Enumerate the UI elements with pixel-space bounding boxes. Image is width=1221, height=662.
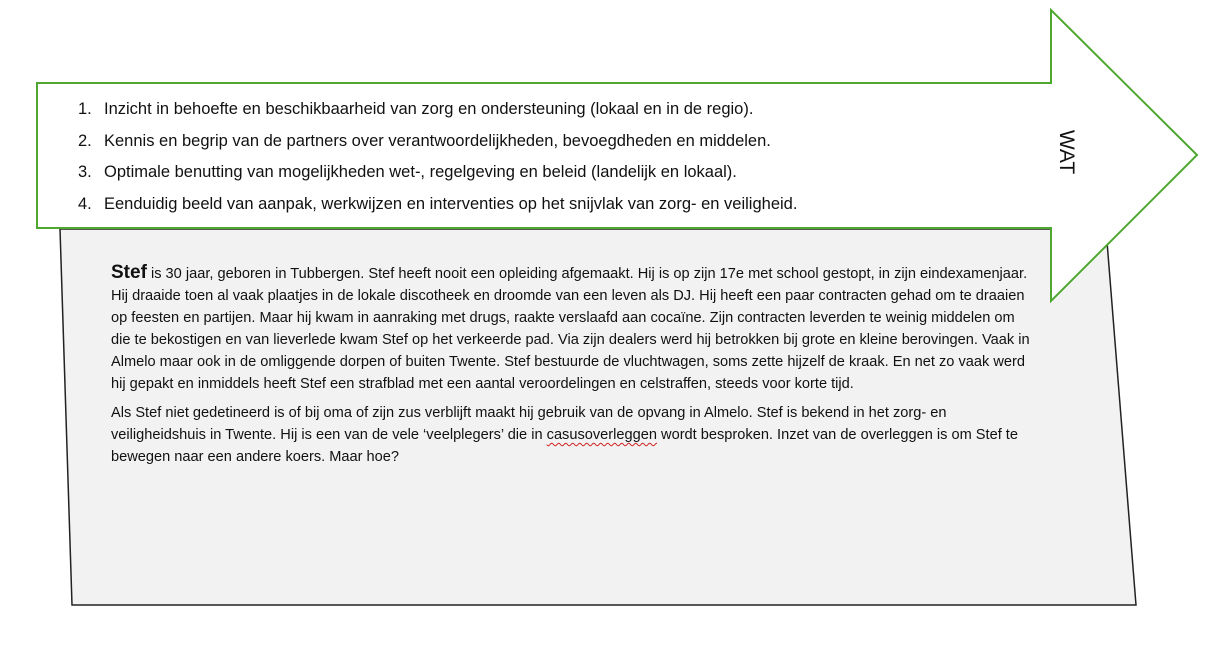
spellcheck-flagged-word: casusoverleggen: [546, 427, 657, 443]
arrow-label-wat: WAT: [1055, 129, 1078, 175]
story-text: [111, 262, 1031, 475]
goal-text: Eenduidig beeld van aanpak, werkwijzen en interventies op het snijvlak van zorg- en veiligheid.: [104, 194, 798, 213]
goal-number: 3.: [78, 163, 92, 181]
story-paragraph-2-text-a: Als Stef niet gedetineerd is of bij oma of zijn zus verblijft maakt hij gebruik van de opvang in Almelo. Stef is bekend in het zorg- en veiligheidshuis in Twente. Hij is een van de vele ‘veelplegers’ die in: [111, 405, 947, 443]
goal-item-2: [78, 126, 1038, 158]
goal-number: 4.: [78, 194, 92, 213]
goal-item-3: [78, 157, 1038, 189]
story-name: Stef: [111, 262, 147, 283]
goal-text: Optimale benutting van mogelijkheden wet-, regelgeving en beleid (landelijk en lokaal).: [104, 163, 737, 181]
story-paragraph-1: [111, 262, 1031, 395]
goal-number: 2.: [78, 131, 92, 150]
goal-text: Kennis en begrip van de partners over verantwoordelijkheden, bevoegdheden en middelen.: [104, 131, 771, 150]
goal-text: Inzicht in behoefte en beschikbaarheid van zorg en ondersteuning (lokaal en in de regio).: [104, 100, 754, 118]
story-paragraph-2-text-b: wordt besproken. Inzet van de overleggen is om Stef te bewegen naar een andere koers. Maar hoe?: [111, 427, 1018, 465]
arrow-goal-list: [78, 94, 1038, 220]
goal-item-4: [78, 189, 1038, 221]
goal-number: 1.: [78, 100, 92, 118]
story-paragraph-2: [111, 402, 1031, 468]
story-paragraph-1-text: is 30 jaar, geboren in Tubbergen. Stef heeft nooit een opleiding afgemaakt. Hij is op zijn 17e met school gestopt, in zijn eindexamenjaar. Hij draaide toen al vaak plaatjes in de lokale discotheek en droomde van een leven als DJ. Hij heeft een paar contracten gehad om te draaien op feesten en partijen. Maar hij kwam in aanraking met drugs, raakte verslaafd aan cocaïne. Zijn contracten leverden te weinig middelen om die te bekostigen en van lieverlede kwam Stef op het verkeerde pad. Via zijn dealers werd hij betrokken bij grote en kleine berovingen. Vaak in Almelo maar ook in de omliggende dorpen of buiten Twente. Stef bestuurde de vluchtwagen, soms zette hijzelf de kraak. En net zo vaak werd hij gepakt en inmiddels heeft Stef een strafblad met een aantal veroordelingen en celstraffen, steeds voor korte tijd.: [111, 266, 1030, 392]
goal-item-1: [78, 94, 1038, 126]
